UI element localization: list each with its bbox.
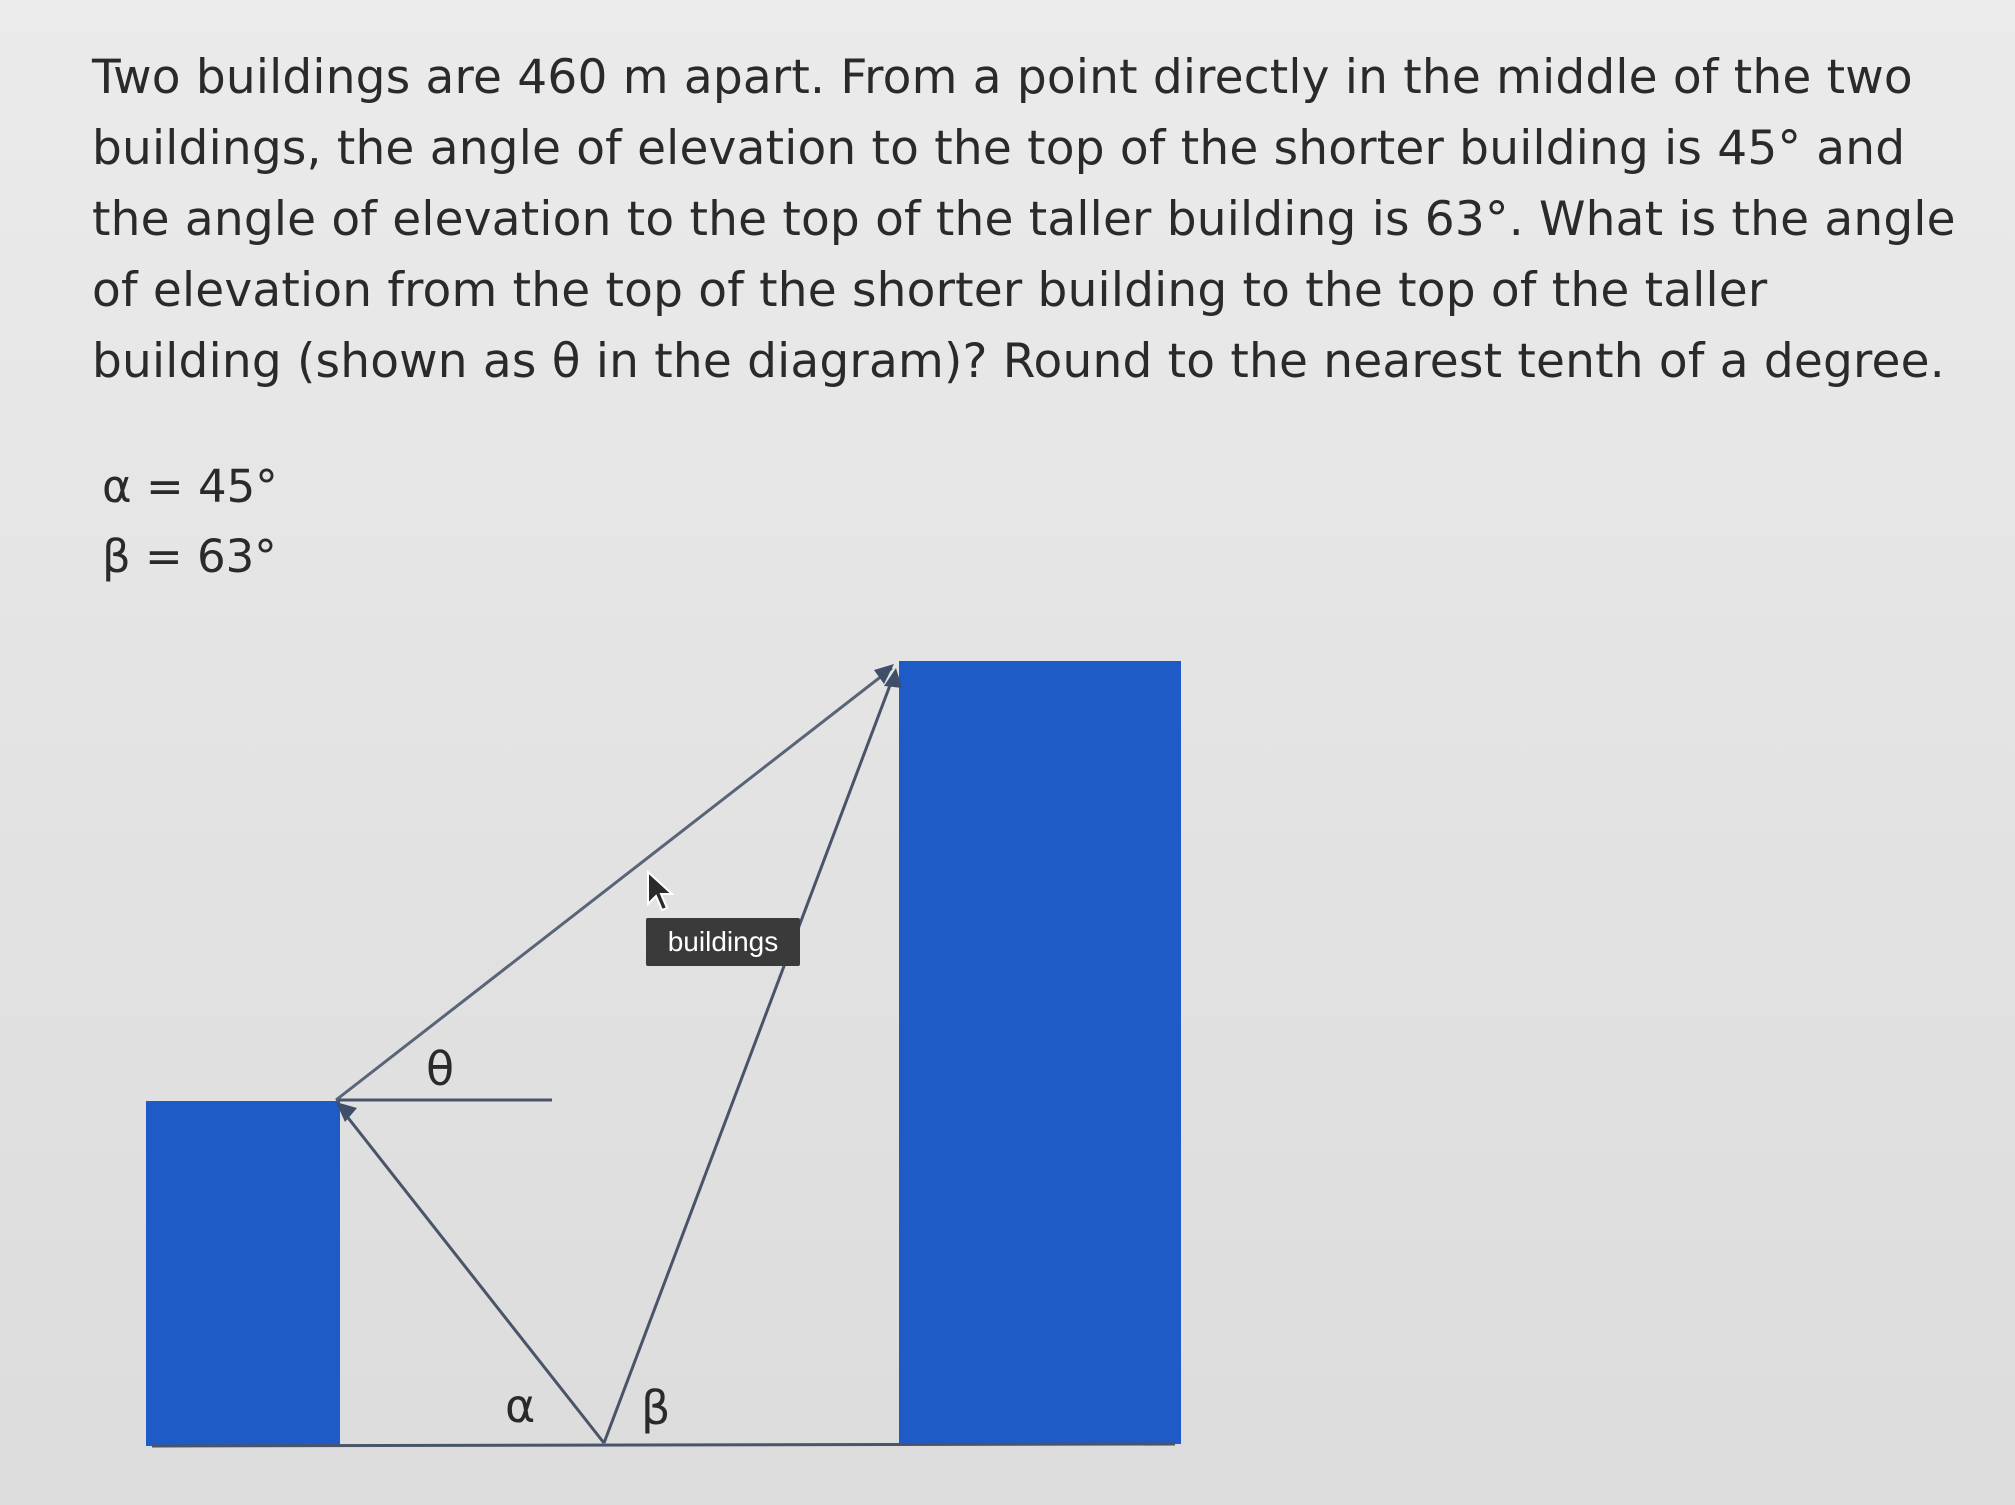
arrow-cursor-icon xyxy=(646,870,678,914)
theta-label: θ xyxy=(426,1042,455,1096)
tall-building xyxy=(899,661,1181,1444)
beta-value: β = 63° xyxy=(102,530,277,583)
hover-tooltip: buildings xyxy=(646,918,800,966)
beta-sight-line xyxy=(604,672,895,1443)
ground-line xyxy=(152,1444,1175,1446)
alpha-sight-line xyxy=(338,1105,604,1443)
question-text: Two buildings are 460 m apart. From a point directly in the middle of the two buildings, the angle of elevation to the top of the shorter building is 45° and the angle of elevation to the top of the taller building is 63°. What is the angle of elevation from the top of the shorter building to the top of the taller building (shown as θ in the diagram)? Round to the nearest tenth of a degree. xyxy=(92,50,1956,389)
theta-sight-line xyxy=(336,668,892,1100)
alpha-value: α = 45° xyxy=(102,460,278,513)
alpha-label: α xyxy=(505,1379,536,1433)
short-building xyxy=(146,1101,340,1446)
beta-label: β xyxy=(641,1381,671,1435)
